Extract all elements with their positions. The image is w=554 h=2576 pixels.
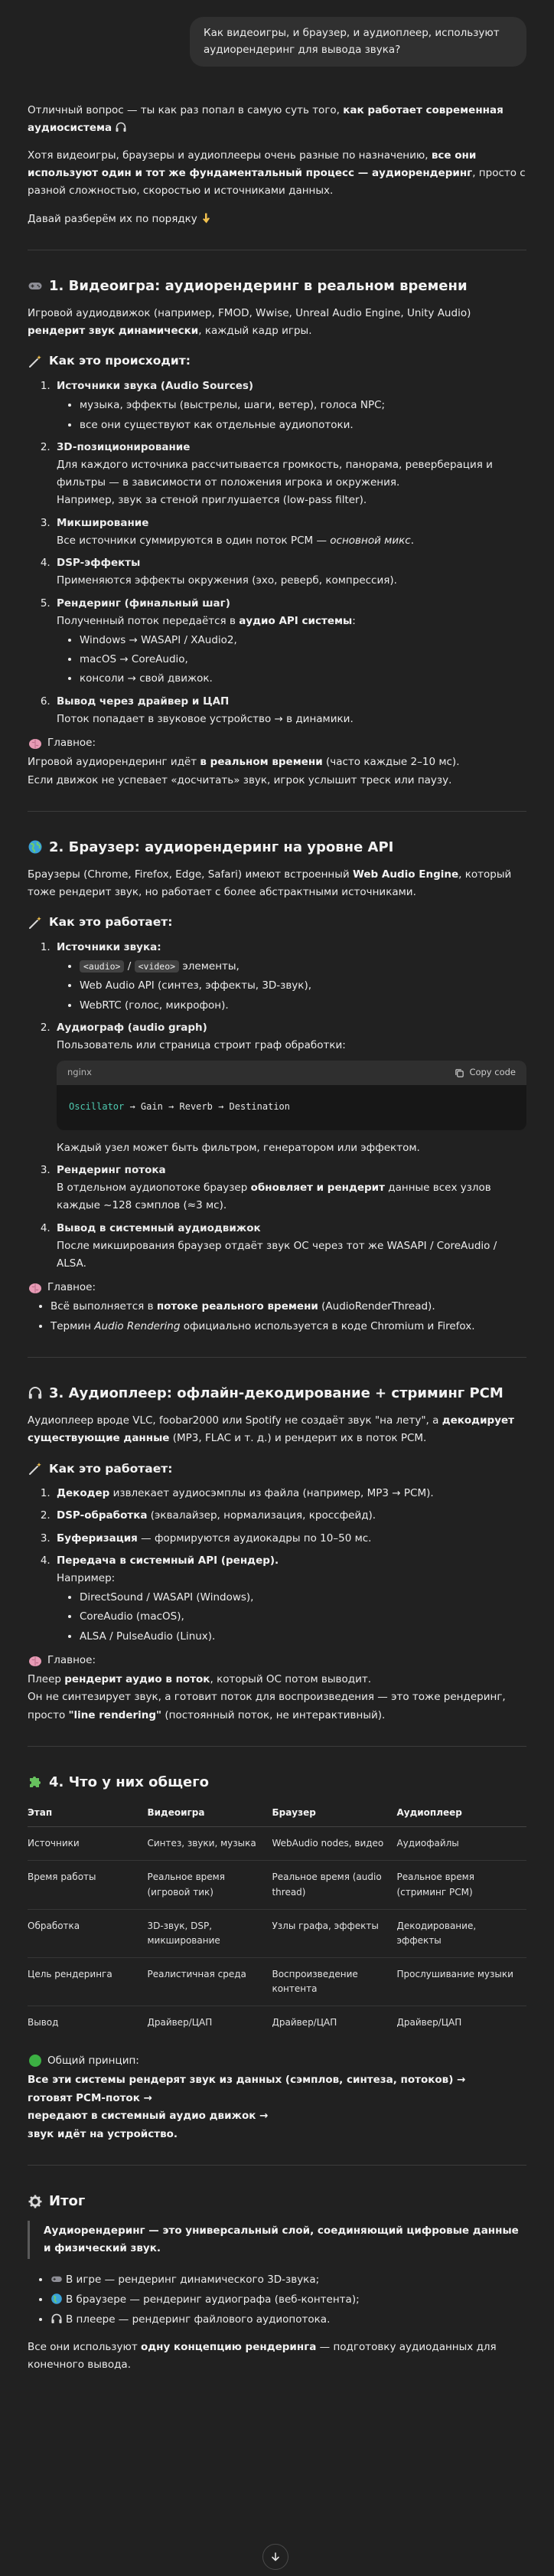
player-step xyxy=(54,1485,526,1502)
text: (часто каждые 2–10 мс). xyxy=(322,756,460,769)
text: Игровой аудиорендеринг идёт xyxy=(28,756,200,769)
text: В браузере — рендеринг аудиографа (веб-контента); xyxy=(66,2293,360,2306)
player-description xyxy=(28,1412,526,1447)
italic-text: основной микс xyxy=(330,534,411,547)
bullet-item: • ALSA / PulseAudio (Linux). xyxy=(80,1628,526,1646)
table-cell: Время работы xyxy=(28,1861,147,1909)
main-label-text: Главное: xyxy=(47,1653,96,1666)
intro-paragraph-2 xyxy=(28,147,526,201)
text: Плеер xyxy=(28,1673,65,1686)
table-header-row xyxy=(28,1801,526,1827)
game-main-text xyxy=(28,754,526,789)
browser-step xyxy=(54,939,526,1015)
inline-code: <audio> xyxy=(80,960,124,973)
assistant-answer xyxy=(28,102,526,2375)
table-header-cell: Этап xyxy=(28,1801,147,1827)
section-title-common xyxy=(28,1773,526,1792)
bold-text: декодирует существующие данные xyxy=(28,1414,514,1445)
table-header-cell: Видеоигра xyxy=(147,1801,272,1827)
step-text xyxy=(57,532,526,550)
how-title-text: Как это работает: xyxy=(49,915,173,930)
bullet-item: • музыка, эффекты (выстрелы, шаги, ветер), голоса NPC; xyxy=(80,397,526,414)
text: (MP3, FLAC и т. д.) и рендерит их в поток PCM. xyxy=(169,1432,427,1445)
text: Браузеры (Chrome, Firefox, Edge, Safari) имеют встроенный xyxy=(28,868,353,881)
text: Полученный поток передаётся в xyxy=(57,614,240,627)
bold-text: Передача в системный API (рендер). xyxy=(57,1554,279,1567)
step-text: Например: xyxy=(57,1572,116,1585)
text: В игре — рендеринг динамического 3D-звука; xyxy=(66,2274,320,2287)
intro-text: Давай разберём их по порядку xyxy=(28,212,197,225)
bold-text: в реальном времени xyxy=(200,756,323,769)
table-row xyxy=(28,1909,526,1957)
bullet-item: • macOS → CoreAudio, xyxy=(80,651,526,669)
text: Он не синтезирует звук, а готовит поток для воспроизведения — это тоже рендеринг, просто xyxy=(28,1691,506,1721)
principle-label-text: Общий принцип: xyxy=(47,2054,139,2067)
step-title: 3. Микширование xyxy=(57,516,149,529)
step-text: Например, звук за стеной приглушается (low-pass filter). xyxy=(57,494,367,507)
intro-text: Хотя видеоигры, браузеры и аудиоплееры очень разные по назначению, xyxy=(28,149,432,162)
user-message-bubble: Как видеоигры, и браузер, и аудиоплеер, используют аудиорендеринг для вывода звука? xyxy=(190,17,526,67)
divider xyxy=(28,1357,526,1358)
step-text: Применяются эффекты окружения (эхо, реверб, компрессия). xyxy=(57,574,397,587)
magic-wand-icon xyxy=(28,354,43,369)
text: : xyxy=(352,614,356,627)
code-language-label: nginx xyxy=(67,1067,92,1078)
magic-wand-icon xyxy=(28,1461,43,1476)
step-title: 4. DSP-эффекты xyxy=(57,557,141,570)
pointing-down-icon xyxy=(200,212,213,224)
code-token: Oscillator xyxy=(69,1101,125,1113)
section-title-browser xyxy=(28,838,526,857)
magic-wand-icon xyxy=(28,915,43,930)
text: Все источники суммируются в один поток PCM — xyxy=(57,534,331,547)
italic-text: Audio Rendering xyxy=(94,1319,181,1332)
table-cell: Прослушивание музыки xyxy=(396,1958,526,2006)
bullet-item xyxy=(51,1298,526,1316)
table-cell: Синтез, звуки, музыка xyxy=(147,1827,272,1861)
green-circle-icon xyxy=(28,2053,43,2068)
bullet-item xyxy=(51,1318,526,1335)
brain-icon xyxy=(28,736,43,751)
step-text xyxy=(57,1179,526,1214)
step-bullets xyxy=(57,632,526,688)
section-title-text: Итог xyxy=(49,2193,86,2210)
divider xyxy=(28,2165,526,2166)
text: данные всех узлов каждые ~128 сэмплов (≈3 мс). xyxy=(57,1182,491,1212)
step-title: 2. 3D-позиционирование xyxy=(57,440,191,453)
brain-icon xyxy=(28,1653,43,1669)
browser-how-title xyxy=(28,912,526,933)
player-how-title xyxy=(28,1459,526,1479)
text: элементы, xyxy=(179,960,240,973)
game-step xyxy=(54,439,526,510)
summary-final xyxy=(28,2339,526,2374)
bullet-item: • WebRTC (голос, микрофон). xyxy=(80,997,526,1015)
step-bullets xyxy=(57,958,526,1015)
brain-icon xyxy=(28,1280,43,1296)
bullet-item: • DirectSound / WASAPI (Windows), xyxy=(80,1589,526,1607)
step-title: 6. Вывод через драйвер и ЦАП xyxy=(57,695,230,708)
bullet-item xyxy=(51,2311,526,2329)
text: Аудиоплеер вроде VLC, foobar2000 или Spotify не создаёт звук "на лету", а xyxy=(28,1414,442,1427)
principle-text xyxy=(28,2071,526,2144)
gear-icon xyxy=(28,2194,43,2209)
divider xyxy=(28,811,526,812)
code-block xyxy=(57,1061,526,1129)
browser-main-bullets xyxy=(28,1298,526,1335)
code-block-header xyxy=(57,1061,526,1085)
gamepad-icon xyxy=(51,2273,63,2285)
table-cell: Реалистичная среда xyxy=(147,1958,272,2006)
text: В плеере — рендеринг файлового аудиопотока. xyxy=(66,2313,331,2326)
table-cell: Реальное время (игровой тик) xyxy=(147,1861,272,1909)
table-cell: Узлы графа, эффекты xyxy=(272,1909,396,1957)
user-message-row xyxy=(28,0,526,67)
headphones-icon xyxy=(51,2313,63,2325)
table-cell: Аудиофайлы xyxy=(396,1827,526,1861)
main-label-text: Главное: xyxy=(47,1281,96,1294)
headphones-icon xyxy=(115,121,127,133)
text: , который тоже рендерит звук, но работает с более абстрактными источниками. xyxy=(28,868,512,899)
text: — подготовку аудиоданных для конечного вывода. xyxy=(28,2340,497,2371)
table-cell: Декодирование, эффекты xyxy=(396,1909,526,1957)
bullet-item: • CoreAudio (macOS), xyxy=(80,1608,526,1626)
gamepad-icon xyxy=(28,278,43,293)
step-text: Поток попадает в звуковое устройство → в динамики. xyxy=(57,712,354,725)
text: Все они используют xyxy=(28,2340,141,2353)
step-text: После микширования браузер отдаёт звук ОС через тот же WASAPI / CoreAudio / ALSA. xyxy=(57,1239,497,1270)
step-title: 1. Источники звука: xyxy=(57,941,161,953)
bullet-item xyxy=(51,2271,526,2289)
text: Если движок не успевает «досчитать» звук, игрок услышит треск или паузу. xyxy=(28,773,452,786)
browser-description xyxy=(28,866,526,901)
game-how-title xyxy=(28,351,526,371)
principle-line: готовят PCM-поток → xyxy=(28,2091,152,2104)
summary-quote xyxy=(28,2221,526,2259)
bold-text: Декодер xyxy=(57,1487,110,1500)
table-cell: Обработка xyxy=(28,1909,147,1957)
game-step xyxy=(54,595,526,688)
intro-paragraph-3 xyxy=(28,211,526,228)
main-label-text: Главное: xyxy=(47,737,96,750)
text: официально используется в коде Chromium и Firefox. xyxy=(180,1319,475,1332)
table-cell: Драйвер/ЦАП xyxy=(147,2017,213,2028)
game-description xyxy=(28,305,526,340)
section-title-game xyxy=(28,276,526,296)
bullet-item: • Windows → WASAPI / XAudio2, xyxy=(80,632,526,649)
how-title-text: Как это происходит: xyxy=(49,354,191,368)
step-title: 3. Рендеринг потока xyxy=(57,1163,166,1176)
table-cell: Реальное время (audio thread) xyxy=(272,1861,396,1909)
code-block-content xyxy=(57,1085,526,1130)
intro-text: Отличный вопрос — ты как раз попал в самую суть того, xyxy=(28,103,344,116)
bullet-item: • все они существуют как отдельные аудиопотоки. xyxy=(80,417,526,434)
table-cell: 3D-звук, DSP, микширование xyxy=(147,1909,272,1957)
step-text: Каждый узел может быть фильтром, генератором или эффектом. xyxy=(57,1141,420,1154)
bold-text: DSP-обработка xyxy=(57,1509,148,1522)
bold-text: Web Audio Engine xyxy=(352,868,459,881)
section-title-text: 4. Что у них общего xyxy=(49,1773,209,1790)
copy-code-button[interactable] xyxy=(455,1065,516,1080)
game-step xyxy=(54,515,526,550)
table-cell: Драйвер/ЦАП xyxy=(272,2017,337,2028)
bold-text: "line rendering" xyxy=(68,1708,162,1721)
step-text xyxy=(57,613,526,630)
principle-line: звук идёт на устройство. xyxy=(28,2127,178,2140)
text: Игровой аудиодвижок (например, FMOD, Wwise, Unreal Audio Engine, Unity Audio) xyxy=(28,307,471,320)
text: (постоянный поток, не интерактивный). xyxy=(161,1708,386,1721)
game-step xyxy=(54,554,526,590)
text: извлекает аудиосэмплы из файла (например, MP3 → PCM). xyxy=(109,1487,434,1500)
player-main-text xyxy=(28,1671,526,1724)
bold-text: аудио API системы xyxy=(239,614,353,627)
table-row xyxy=(28,2006,526,2040)
section-title-summary xyxy=(28,2192,526,2211)
text: (эквалайзер, нормализация, кроссфейд). xyxy=(147,1509,376,1522)
bold-text: рендерит звук динамически xyxy=(28,325,199,338)
player-step xyxy=(54,1530,526,1548)
bullet-item xyxy=(51,2291,526,2309)
intro-paragraph-1 xyxy=(28,102,526,137)
table-row xyxy=(28,1861,526,1909)
step-bullets xyxy=(57,397,526,433)
bold-text: Буферизация xyxy=(57,1532,138,1545)
scroll-to-bottom-button[interactable] xyxy=(262,2544,288,2570)
game-step xyxy=(54,693,526,728)
section-title-player xyxy=(28,1384,526,1403)
bullet-item: • консоли → свой движок. xyxy=(80,670,526,688)
bold-text: обновляет и рендерит xyxy=(250,1182,385,1195)
step-bullets xyxy=(57,1589,526,1646)
table-row xyxy=(28,1958,526,2006)
copy-icon xyxy=(455,1068,464,1078)
copy-code-label: Copy code xyxy=(469,1067,516,1078)
globe-icon xyxy=(51,2293,63,2305)
text: , который ОС потом выводит. xyxy=(210,1673,372,1686)
step-title: 4. Вывод в системный аудиодвижок xyxy=(57,1221,261,1234)
browser-steps-list xyxy=(28,939,526,1273)
bold-text: одну концепцию рендеринга xyxy=(141,2340,317,2353)
browser-main-label xyxy=(28,1279,526,1296)
table-header-cell: Аудиоплеер xyxy=(396,1801,526,1827)
table-cell: Цель рендеринга xyxy=(28,1958,147,2006)
browser-step xyxy=(54,1220,526,1273)
table-cell: Драйвер/ЦАП xyxy=(396,2017,462,2028)
step-title: 1. Источники звука (Audio Sources) xyxy=(57,380,254,393)
code-token: → Gain → Reverb → Destination xyxy=(124,1101,290,1113)
game-steps-list xyxy=(28,378,526,728)
intro-text: , просто с разной сложностью, скоростью и источниками данных. xyxy=(28,167,526,198)
text: (AudioRenderThread). xyxy=(318,1300,435,1313)
player-step xyxy=(54,1552,526,1646)
step-title: 5. Рендеринг (финальный шаг) xyxy=(57,597,230,610)
step-text: Для каждого источника рассчитывается громкость, панорама, реверберация и фильтры — в зависимости от положения игрока и окружения. xyxy=(57,459,493,489)
inline-code: <video> xyxy=(135,960,179,973)
text: . xyxy=(410,534,414,547)
puzzle-icon xyxy=(28,1774,43,1790)
table-cell: Источники xyxy=(28,1827,147,1861)
section-title-text: 2. Браузер: аудиорендеринг на уровне API xyxy=(49,839,394,855)
intro-bold: как работает современная аудиосистема xyxy=(28,103,503,134)
table-cell: Воспроизведение контента xyxy=(272,1958,396,2006)
table-cell: WebAudio nodes, видео xyxy=(272,1827,396,1861)
text: Термин xyxy=(51,1319,95,1332)
summary-bullets xyxy=(28,2271,526,2329)
player-steps-list xyxy=(28,1485,526,1646)
arrow-down-icon xyxy=(270,2551,281,2562)
text: В отдельном аудиопотоке браузер xyxy=(57,1182,251,1195)
table-header-cell: Браузер xyxy=(272,1801,396,1827)
quote-text: Аудиорендеринг — это универсальный слой, соединяющий цифровые данные и физический звук. xyxy=(44,2224,519,2254)
bullet-item: • Web Audio API (синтез, эффекты, 3D-звук), xyxy=(80,977,526,995)
intro-bold: все они используют один и тот же фундаментальный процесс — аудиорендеринг xyxy=(28,149,477,180)
how-title-text: Как это работает: xyxy=(49,1461,173,1476)
bold-text: потоке реального времени xyxy=(156,1300,318,1313)
text: , каждый кадр игры. xyxy=(198,325,312,338)
bold-text: рендерит аудио в поток xyxy=(64,1673,210,1686)
step-title: 2. Аудиограф (audio graph) xyxy=(57,1021,207,1034)
comparison-table xyxy=(28,1801,526,2040)
player-main-label xyxy=(28,1652,526,1669)
principle-line: Все эти системы рендерят звук из данных (сэмплов, синтеза, потоков) → xyxy=(28,2073,466,2086)
globe-icon xyxy=(28,839,43,855)
game-step xyxy=(54,378,526,434)
game-main-label xyxy=(28,734,526,752)
headphones-icon xyxy=(28,1385,43,1401)
text: Всё выполняется в xyxy=(51,1300,157,1313)
section-title-text: 1. Видеоигра: аудиорендеринг в реальном времени xyxy=(49,277,468,294)
step-text: Пользователь или страница строит граф обработки: xyxy=(57,1039,346,1052)
table-cell: Реальное время (стриминг PCM) xyxy=(396,1861,526,1909)
section-title-text: 3. Аудиоплеер: офлайн-декодирование + стриминг PCM xyxy=(49,1384,503,1401)
principle-line: передают в системный аудио движок → xyxy=(28,2110,269,2123)
table-cell: Вывод xyxy=(28,2017,59,2028)
browser-step xyxy=(54,1019,526,1157)
divider xyxy=(28,1746,526,1747)
text: — формируются аудиокадры по 10–50 мс. xyxy=(137,1532,372,1545)
browser-step xyxy=(54,1162,526,1215)
principle-label xyxy=(28,2052,526,2070)
text: / xyxy=(124,960,135,973)
player-step xyxy=(54,1507,526,1525)
table-row xyxy=(28,1827,526,1861)
bullet-item xyxy=(80,958,526,976)
